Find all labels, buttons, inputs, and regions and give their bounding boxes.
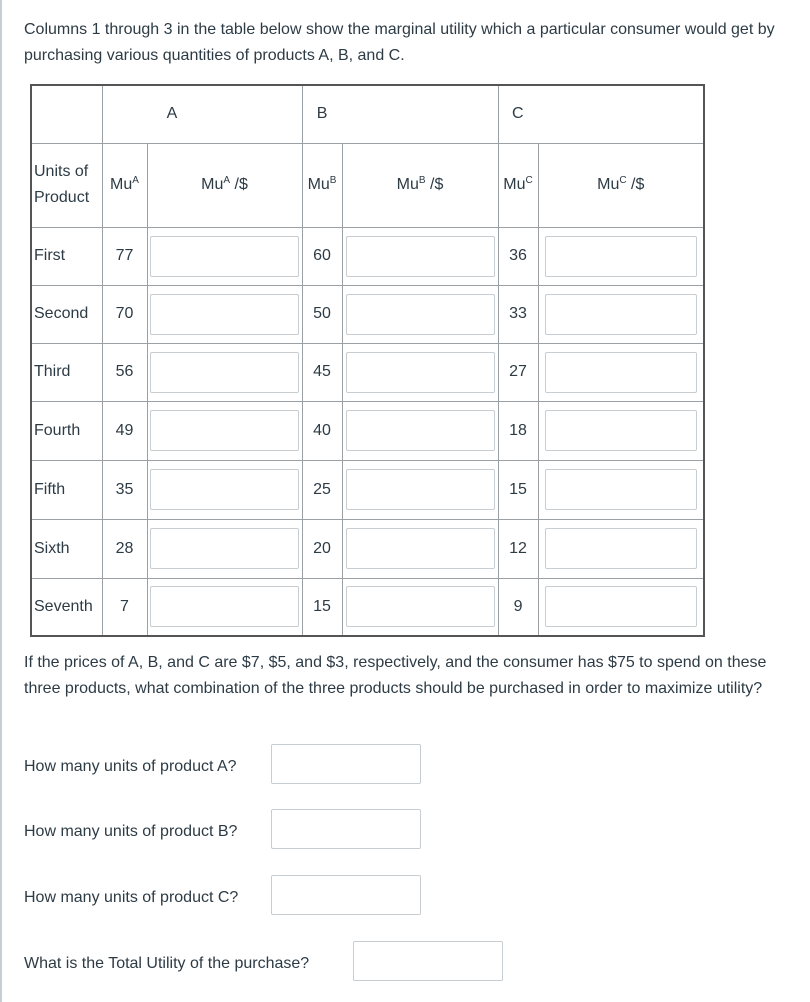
table-row bbox=[31, 460, 704, 519]
mu-a-per-dollar-input[interactable] bbox=[150, 586, 299, 627]
mu-a-value: 35 bbox=[102, 460, 147, 519]
table-row bbox=[31, 285, 704, 343]
unit-label: Fifth bbox=[31, 460, 102, 519]
table-row bbox=[31, 578, 704, 636]
mu-a-per-dollar-input[interactable] bbox=[150, 469, 299, 510]
left-border bbox=[0, 0, 2, 1002]
unit-label: Sixth bbox=[31, 519, 102, 578]
mu-c-per-dollar-input[interactable] bbox=[545, 352, 697, 393]
mu-b-per-dollar-input[interactable] bbox=[346, 294, 495, 335]
mu-c-value: 27 bbox=[498, 343, 538, 401]
units-b-label: How many units of product B? bbox=[24, 823, 238, 840]
mu-a-per-dollar-header: $Mu^A$ /$ bbox=[147, 143, 302, 227]
unit-label: Third bbox=[31, 343, 102, 401]
mu-c-per-dollar-input[interactable] bbox=[545, 410, 697, 451]
mu-c-value: 33 bbox=[498, 285, 538, 343]
mu-c-value: 36 bbox=[498, 227, 538, 285]
mu-a-value: 77 bbox=[102, 227, 147, 285]
product-a-header: A bbox=[102, 85, 302, 143]
mu-b-header: $Mu^B$ bbox=[302, 143, 342, 227]
mu-b-value: 15 bbox=[302, 578, 342, 636]
mu-a-per-dollar-input[interactable] bbox=[150, 236, 299, 277]
mu-b-value: 45 bbox=[302, 343, 342, 401]
unit-label: Second bbox=[31, 285, 102, 343]
mu-b-value: 20 bbox=[302, 519, 342, 578]
unit-label: Fourth bbox=[31, 401, 102, 460]
mu-c-value: 9 bbox=[498, 578, 538, 636]
mu-a-value: 49 bbox=[102, 401, 147, 460]
mu-b-per-dollar-input[interactable] bbox=[346, 469, 495, 510]
mu-c-value: 15 bbox=[498, 460, 538, 519]
mu-c-per-dollar-input[interactable] bbox=[545, 586, 697, 627]
mu-b-per-dollar-input[interactable] bbox=[346, 352, 495, 393]
units-a-input[interactable] bbox=[271, 744, 421, 784]
product-header-row bbox=[31, 85, 704, 143]
mu-c-per-dollar-header: $Mu^C$ /$ bbox=[538, 143, 704, 227]
mu-c-value: 12 bbox=[498, 519, 538, 578]
table-row bbox=[31, 227, 704, 285]
mu-a-value: 56 bbox=[102, 343, 147, 401]
units-c-label: How many units of product C? bbox=[24, 889, 239, 906]
units-a-label: How many units of product A? bbox=[24, 758, 237, 775]
mu-b-value: 60 bbox=[302, 227, 342, 285]
mu-b-per-dollar-input[interactable] bbox=[346, 236, 495, 277]
mu-c-per-dollar-input[interactable] bbox=[545, 294, 697, 335]
unit-label: Seventh bbox=[31, 578, 102, 636]
intro-text: Columns 1 through 3 in the table below show the marginal utility which a particular consumer would get by purchasing various quantities of products A, B, and C. bbox=[24, 21, 775, 64]
table-row bbox=[31, 519, 704, 578]
mu-a-value: 7 bbox=[102, 578, 147, 636]
marginal-utility-table bbox=[30, 84, 705, 637]
mu-c-per-dollar-input[interactable] bbox=[545, 236, 697, 277]
mu-a-per-dollar-input[interactable] bbox=[150, 294, 299, 335]
units-c-input[interactable] bbox=[271, 875, 421, 915]
product-c-header: C bbox=[498, 85, 704, 143]
mu-c-header: $Mu^C$ bbox=[498, 143, 538, 227]
total-utility-input[interactable] bbox=[353, 941, 503, 981]
product-b-header: B bbox=[302, 85, 498, 143]
mu-a-value: 28 bbox=[102, 519, 147, 578]
mu-b-value: 50 bbox=[302, 285, 342, 343]
total-utility-label: What is the Total Utility of the purchase? bbox=[24, 955, 310, 972]
table-row bbox=[31, 343, 704, 401]
mu-b-per-dollar-input[interactable] bbox=[346, 586, 495, 627]
mu-b-per-dollar-input[interactable] bbox=[346, 410, 495, 451]
mu-a-per-dollar-input[interactable] bbox=[150, 528, 299, 569]
mu-a-header: $Mu^A$ bbox=[102, 143, 147, 227]
mu-a-per-dollar-input[interactable] bbox=[150, 352, 299, 393]
mu-b-per-dollar-input[interactable] bbox=[346, 528, 495, 569]
mu-c-value: 18 bbox=[498, 401, 538, 460]
mu-b-per-dollar-header: $Mu^B$ /$ bbox=[342, 143, 498, 227]
mu-c-per-dollar-input[interactable] bbox=[545, 469, 697, 510]
question-text: If the prices of A, B, and C are $7, $5, and $3, respectively, and the consumer has $75 to spend on these three products, what combination of the three products should be purchased in order to maximize utility? bbox=[24, 654, 767, 697]
column-header-row bbox=[31, 143, 704, 227]
mu-a-per-dollar-input[interactable] bbox=[150, 410, 299, 451]
mu-c-per-dollar-input[interactable] bbox=[545, 528, 697, 569]
table-row bbox=[31, 401, 704, 460]
mu-b-value: 40 bbox=[302, 401, 342, 460]
units-b-input[interactable] bbox=[271, 809, 421, 849]
unit-label: First bbox=[31, 227, 102, 285]
mu-b-value: 25 bbox=[302, 460, 342, 519]
mu-a-value: 70 bbox=[102, 285, 147, 343]
units-of-product-header: Units of Product bbox=[31, 143, 102, 227]
